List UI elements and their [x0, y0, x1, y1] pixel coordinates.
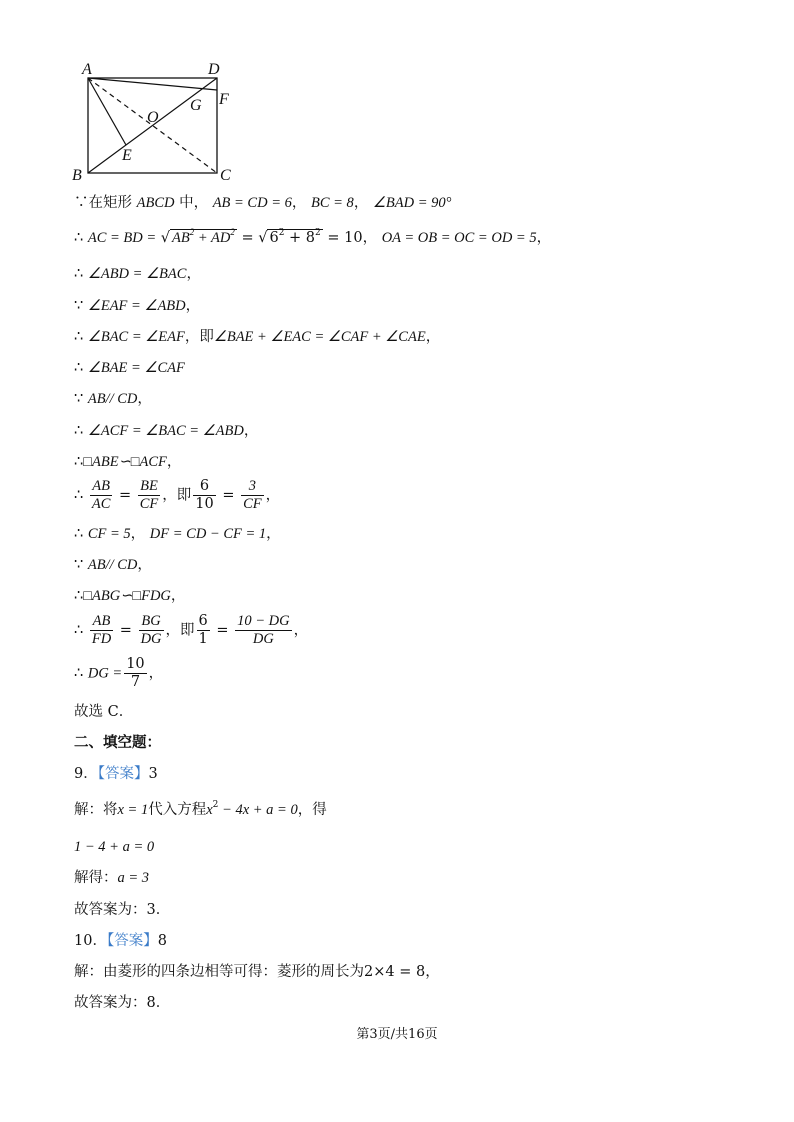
proof-line-2: ∴ AC = BD = √ $AB^2 + AD^2$ = √ $6^2 + 8^2 = 10$， OA = OB = OC = OD = 5，: [74, 227, 552, 246]
fraction: [193, 478, 215, 513]
numerator: BG: [139, 613, 164, 631]
math: x = 1: [117, 802, 149, 818]
segment-ae: [88, 78, 126, 145]
numerator: 10: [126, 656, 145, 672]
comma: ，: [185, 298, 201, 314]
math: + 8: [284, 230, 316, 246]
answer-tag: 【答案】: [97, 766, 149, 782]
text: 故答案为：8．: [74, 995, 171, 1011]
math: + AD: [194, 230, 231, 246]
text: ，得: [297, 802, 327, 818]
denominator: 1: [198, 631, 208, 647]
therefore-symbol: ∴: [74, 454, 84, 470]
comma: ，: [536, 230, 552, 246]
proof-line-9: [74, 452, 181, 472]
comma: ，: [137, 557, 152, 573]
math: =: [217, 487, 240, 504]
q10-solution-1: [74, 962, 440, 982]
math: AB// CD: [87, 557, 138, 573]
q10-answer-line: [74, 931, 167, 951]
exponent: 2: [315, 228, 321, 238]
numerator: 3: [241, 478, 264, 496]
q9-answer-line: [74, 764, 158, 784]
proof-line-14: [74, 613, 308, 648]
therefore-symbol: ∴: [74, 266, 84, 282]
label-g: G: [190, 97, 202, 114]
exponent: 2: [189, 227, 195, 237]
exponent: 2: [212, 800, 219, 810]
therefore-symbol: ∴: [74, 622, 84, 639]
because-symbol: ∵: [74, 391, 84, 407]
math: ∠BAD = 90°: [372, 195, 452, 211]
label-b: B: [72, 167, 82, 183]
text: 中，: [179, 195, 209, 211]
comma: ，: [137, 391, 152, 407]
proof-line-15: [74, 656, 163, 691]
fraction: [124, 656, 146, 691]
proof-line-12: [74, 555, 152, 575]
math: 6: [269, 230, 279, 246]
proof-conclusion: [74, 702, 133, 722]
math: ∠EAF = ∠ABD: [87, 298, 186, 314]
proof-line-5: [74, 327, 440, 347]
question-number: 9．: [74, 766, 98, 782]
text: 解得：: [74, 870, 118, 886]
q9-solution-3: [74, 868, 149, 888]
text: 故选 C．: [74, 704, 134, 720]
proof-line-13: [74, 586, 185, 606]
math: 2×4 = 8: [364, 964, 426, 980]
section-title: [74, 733, 161, 753]
comma: ，: [425, 329, 441, 345]
math: AB// CD: [87, 391, 138, 407]
page-number: 第3页/共16页: [356, 1027, 438, 1042]
exponent: 2: [278, 228, 285, 238]
label-c: C: [220, 167, 231, 183]
therefore-symbol: ∴: [74, 526, 84, 542]
comma: ，: [293, 622, 309, 639]
geometry-figure: [70, 58, 240, 183]
proof-line-10: [74, 478, 280, 513]
label-f: F: [219, 91, 229, 108]
math: =: [211, 622, 234, 639]
comma: ，: [243, 423, 259, 439]
fraction: [90, 613, 113, 648]
denominator: FD: [91, 631, 112, 647]
proof-line-4: [74, 296, 200, 316]
comma: ，: [291, 195, 307, 211]
comma: ，: [148, 665, 164, 682]
proof-line-1: [74, 193, 451, 213]
q10-solution-2: [74, 993, 170, 1013]
numerator: 10 − DG: [237, 613, 290, 629]
fraction: [138, 478, 161, 513]
denominator: DG: [140, 631, 162, 647]
page-footer: [0, 1023, 794, 1042]
text: 解：由菱形的四条边相等可得：菱形的周长为: [74, 964, 364, 980]
therefore-symbol: ∴: [74, 329, 84, 345]
math: ∠ACF = ∠BAC = ∠ABD: [87, 423, 244, 439]
math: AB: [172, 230, 190, 246]
proof-line-3: [74, 264, 201, 284]
math: ∠BAE = ∠CAF: [87, 360, 185, 376]
math: □ABE∽□ACF: [83, 454, 167, 470]
fraction: [235, 613, 291, 648]
math: AB = CD = 6: [212, 195, 292, 211]
proof-line-8: [74, 421, 258, 441]
text: ，即: [162, 487, 192, 504]
proof-line-6: [74, 358, 185, 378]
math: a = 3: [117, 870, 150, 886]
math: ABCD: [136, 195, 175, 211]
fraction: [197, 613, 210, 648]
answer-tag: 【答案】: [106, 933, 158, 949]
math: =: [115, 622, 137, 639]
comma: ，: [170, 588, 186, 604]
exponent: 2: [230, 227, 235, 237]
math: ∠BAE + ∠EAC = ∠CAF + ∠CAE: [213, 329, 426, 345]
comma: ，: [130, 526, 146, 542]
q9-solution-4: [74, 900, 170, 920]
proof-line-7: [74, 389, 152, 409]
denominator: 10: [195, 496, 214, 512]
math: BC = 8: [310, 195, 354, 211]
comma: ，: [166, 454, 182, 470]
segment-af: [88, 78, 217, 90]
text: 故答案为：3．: [74, 902, 171, 918]
answer-value: 3: [148, 766, 158, 782]
section-title-text: 二、填空题：: [74, 735, 161, 751]
label-a: A: [82, 61, 92, 78]
comma: ，: [425, 964, 440, 980]
therefore-symbol: ∴: [74, 230, 84, 246]
math: = 10: [322, 230, 363, 246]
math: x: [206, 802, 213, 818]
math: =: [114, 487, 136, 504]
therefore-symbol: ∴: [74, 588, 84, 604]
therefore-symbol: ∴: [74, 423, 84, 439]
text: 解：将: [74, 802, 118, 818]
numerator: AB: [90, 613, 113, 631]
fraction: [241, 478, 264, 513]
therefore-symbol: ∴: [74, 487, 84, 504]
math: − 4x + a = 0: [218, 802, 298, 818]
denominator: DG: [252, 631, 274, 647]
numerator: 6: [198, 613, 208, 629]
denominator: AC: [91, 496, 111, 512]
because-symbol: ∵: [74, 195, 89, 211]
radical: [267, 229, 322, 246]
answer-value: 8: [157, 933, 167, 949]
comma: ，: [265, 487, 281, 504]
comma: ，: [362, 230, 378, 246]
label-o: O: [147, 109, 159, 126]
math: =: [236, 230, 259, 246]
text: 代入方程: [148, 802, 207, 818]
fraction: [139, 613, 164, 648]
q9-solution-1: [74, 800, 327, 820]
numerator: BE: [138, 478, 161, 496]
proof-line-11: [74, 524, 281, 544]
because-symbol: ∵: [74, 557, 84, 573]
math: OA = OB = OC = OD = 5: [381, 230, 537, 246]
math: CF = 5: [87, 526, 131, 542]
denominator: CF: [243, 496, 262, 512]
math: ∠ABD = ∠BAC: [87, 266, 187, 282]
numerator: AB: [90, 478, 113, 496]
because-symbol: ∵: [74, 298, 84, 314]
math: 1 − 4 + a = 0: [74, 839, 155, 855]
math: AC = BD =: [87, 230, 157, 246]
comma: ，: [266, 526, 281, 542]
comma: ，: [353, 195, 369, 211]
radical: [170, 229, 237, 246]
therefore-symbol: ∴: [74, 360, 84, 376]
math: □ABG∽□FDG: [83, 588, 171, 604]
therefore-symbol: ∴: [74, 665, 84, 682]
numerator: 6: [193, 478, 215, 496]
math: DF = CD − CF = 1: [149, 526, 267, 542]
label-e: E: [122, 147, 132, 164]
q9-solution-2: [74, 837, 154, 857]
denominator: CF: [139, 496, 159, 512]
math: ∠BAC = ∠EAF: [87, 329, 185, 345]
math: DG =: [87, 665, 123, 682]
fraction: [90, 478, 113, 513]
denominator: 7: [130, 674, 141, 690]
text: ，即: [184, 329, 214, 345]
text: ，即: [165, 622, 195, 639]
label-d: D: [208, 61, 220, 78]
text: 在矩形: [88, 195, 132, 211]
question-number: 10．: [74, 933, 107, 949]
comma: ，: [186, 266, 201, 282]
